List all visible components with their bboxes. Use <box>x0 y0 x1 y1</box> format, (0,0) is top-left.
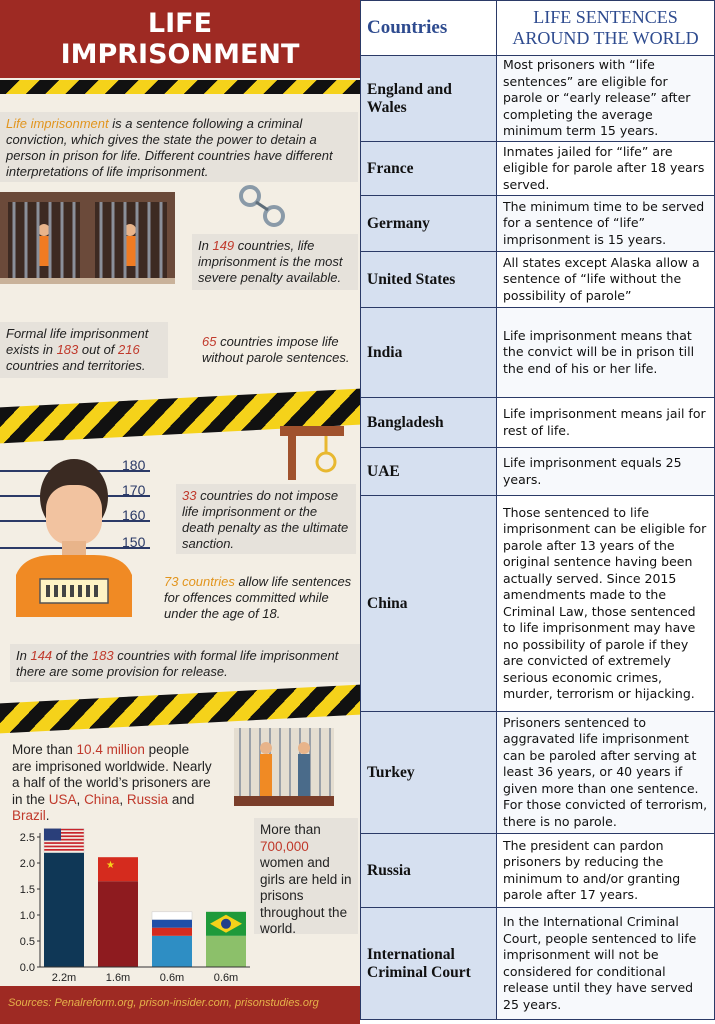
life-sentences-table-panel <box>360 0 715 1024</box>
sentence-description-cell: In the International Criminal Court, people sentenced to life imprisonment will not be considered for conditional release until they have served 25 years. <box>497 908 715 1020</box>
world-prisoners-text: More than 10.4 million people are imprisoned worldwide. Nearly a half of the world’s prisoners are in the USA, China, Russia and Brazil. <box>12 742 212 823</box>
hazard-stripe <box>0 685 360 734</box>
flag-china-icon <box>98 857 138 881</box>
bar-value-label: 1.6m <box>105 972 131 984</box>
gallows-icon <box>280 422 350 482</box>
country-cell: UAE <box>361 448 497 496</box>
height-label: 160 <box>122 507 146 523</box>
table-row <box>361 196 715 252</box>
y-tick-label: 0.0 <box>19 962 35 974</box>
bar-value-label: 2.2m <box>51 972 77 984</box>
table-row <box>361 834 715 908</box>
table-row <box>361 398 715 448</box>
sentence-description-cell: Prisoners sentenced to aggravated life imprisonment can be paroled after serving at least 36 years, or 40 years if given more than one sentence. For those convicted of terrorism, there is no parole. <box>497 712 715 834</box>
prison-cells-illustration <box>0 192 175 284</box>
header-countries: Countries <box>361 1 497 56</box>
flag-russia-icon <box>152 912 192 936</box>
country-cell: Russia <box>361 834 497 908</box>
y-tick-label: 2.5 <box>19 832 35 844</box>
country-cell: France <box>361 142 497 196</box>
country-cell: India <box>361 308 497 398</box>
fact-149-countries: In 149 countries, life imprisonment is the most severe penalty available. <box>192 234 358 290</box>
country-cell: England and Wales <box>361 56 497 142</box>
header-life-sentences: LIFE SENTENCES AROUND THE WORLD <box>497 1 715 56</box>
handcuffs-icon <box>236 182 296 230</box>
prisoners-bar-chart <box>0 822 250 988</box>
height-label: 150 <box>122 534 146 550</box>
sentence-description-cell: Those sentenced to life imprisonment can be eligible for parole after 13 years of the original sentence having been actually served. Since 2015 amendments made to the Criminal Law, those sentenced to life imprisonment may have no possibility of parole if they are convicted of extremely serious economic crimes, murder, terrorism or hijacking. <box>497 496 715 712</box>
women-prisoners-text: More than 700,000 women and girls are held in prisons throughout the world. <box>254 818 358 934</box>
table-row <box>361 252 715 308</box>
life-sentences-table <box>360 0 715 1020</box>
sentence-description-cell: Most prisoners with “life sentences” are eligible for parole or “early release” after completing the average minimum term 15 years. <box>497 56 715 142</box>
intro-text: Life imprisonment is a sentence following a criminal conviction, which gives the state the power to detain a person in prison for life. Different countries have different interpretations of life imprisonment. <box>0 112 358 182</box>
table-row <box>361 908 715 1020</box>
fact-144-countries: In 144 of the 183 countries with formal life imprisonment there are some provision for release. <box>10 644 360 682</box>
sentence-description-cell: Life imprisonment means jail for rest of life. <box>497 398 715 448</box>
flag-usa-icon <box>44 829 84 853</box>
height-label: 180 <box>122 457 146 473</box>
height-label: 170 <box>122 482 146 498</box>
fact-65-countries: 65 countries impose life without parole sentences. <box>202 334 350 365</box>
infographic-title: LIFE IMPRISONMENT <box>0 0 360 78</box>
table-row <box>361 448 715 496</box>
prisoner-illustration <box>14 455 134 617</box>
bar-brazil <box>206 936 246 967</box>
table-row <box>361 56 715 142</box>
sentence-description-cell: Inmates jailed for “life” are eligible for parole after 18 years served. <box>497 142 715 196</box>
bar-usa <box>44 853 84 967</box>
bar-china <box>98 881 138 967</box>
y-tick-label: 2.0 <box>19 858 35 870</box>
hazard-stripe <box>0 80 360 94</box>
country-cell: Bangladesh <box>361 398 497 448</box>
fact-183-countries: Formal life imprisonment exists in 183 out of 216 countries and territories. <box>0 322 168 378</box>
bar-value-label: 0.6m <box>213 972 239 984</box>
country-cell: United States <box>361 252 497 308</box>
table-row <box>361 712 715 834</box>
table-row <box>361 496 715 712</box>
sentence-description-cell: Life imprisonment equals 25 years. <box>497 448 715 496</box>
table-row <box>361 308 715 398</box>
sentence-description-cell: Life imprisonment means that the convict will be in prison till the end of his or her life. <box>497 308 715 398</box>
country-cell: China <box>361 496 497 712</box>
svg-text:★: ★ <box>106 860 115 872</box>
bar-value-label: 0.6m <box>159 972 185 984</box>
women-prisoners-illustration <box>234 728 334 806</box>
country-cell: Germany <box>361 196 497 252</box>
fact-73-countries: 73 countries allow life sentences for offences committed while under the age of 18. <box>164 574 352 621</box>
bar-russia <box>152 936 192 967</box>
country-cell: International Criminal Court <box>361 908 497 1020</box>
flag-brazil-icon <box>206 912 246 936</box>
y-tick-label: 1.5 <box>19 884 35 896</box>
fact-33-countries: 33 countries do not impose life imprisonment or the death penalty as the ultimate sanction. <box>176 484 356 554</box>
country-cell: Turkey <box>361 712 497 834</box>
table-row <box>361 142 715 196</box>
sources-footer: Sources: Penalreform.org, prison-insider.com, prisonstudies.org <box>0 986 360 1024</box>
sentence-description-cell: The president can pardon prisoners by reducing the minimum to and/or granting parole after 17 years. <box>497 834 715 908</box>
y-tick-label: 0.5 <box>19 936 35 948</box>
y-tick-label: 1.0 <box>19 910 35 922</box>
sentence-description-cell: All states except Alaska allow a sentence of “life without the possibility of parole” <box>497 252 715 308</box>
sentence-description-cell: The minimum time to be served for a sentence of “life” imprisonment is 15 years. <box>497 196 715 252</box>
